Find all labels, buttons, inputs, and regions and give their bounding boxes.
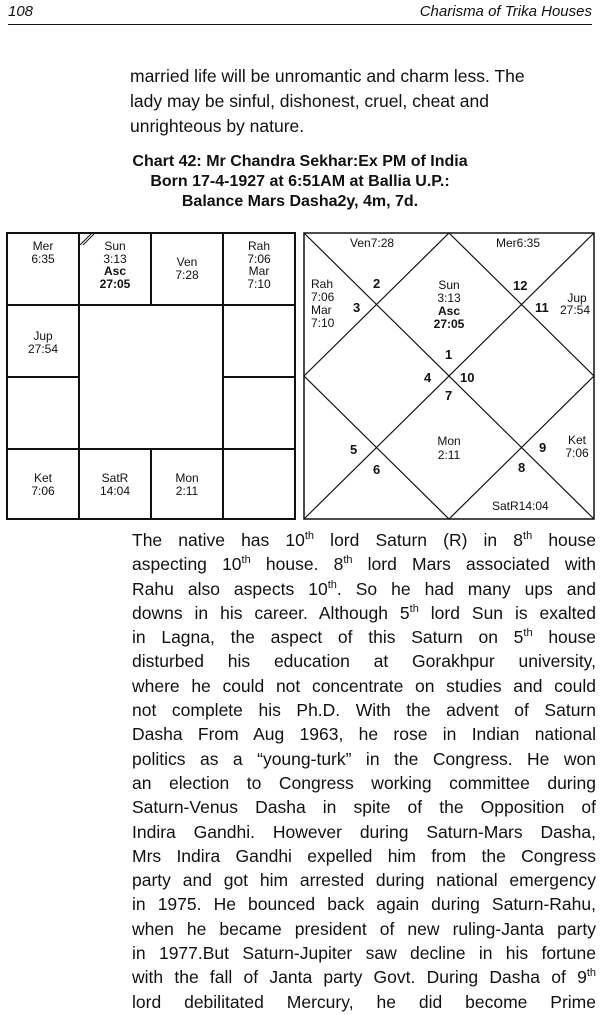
cell-empty — [223, 449, 295, 519]
cell-sun-asc: Sun 3:13 Asc 27:05 — [79, 233, 151, 305]
house-number: 4 — [424, 370, 432, 385]
body-paragraph — [132, 528, 596, 1014]
body-line: lord debilitated Mercury, he did become Prime — [132, 991, 596, 1012]
cell-empty — [223, 377, 295, 449]
cell-empty — [7, 377, 79, 449]
south-chart — [6, 232, 296, 520]
body-line: Rahu also aspects 10th. So he had many ups and — [132, 578, 596, 599]
cell-ven: Ven 7:28 — [151, 233, 223, 305]
nchart-mer-label: Mer6:35 — [496, 236, 541, 250]
cell-mer: Mer 6:35 — [7, 233, 79, 305]
cell-sat: SatR 14:04 — [79, 449, 151, 519]
body-line: not complete his Ph.D. With the advent of Saturn — [132, 700, 596, 721]
intro-line: married life will be unromantic and charm less. The — [130, 66, 525, 86]
cell-rah-mar: Rah 7:06 Mar 7:10 — [223, 233, 295, 305]
nchart-planet: 7:06 — [311, 290, 335, 304]
body-line: when he became president of new ruling-Janta party — [132, 918, 596, 939]
body-line: in 1977.But Saturn-Jupiter saw decline in his fortune — [132, 943, 596, 964]
body-line: with the fall of Janta party Govt. During Dasha of 9th — [132, 967, 596, 988]
north-chart-svg — [303, 232, 595, 520]
house-number: 1 — [445, 347, 453, 362]
running-title: Charisma of Trika Houses — [419, 3, 592, 20]
body-line: in Lagna, the aspect of this Saturn on 5th house — [132, 627, 596, 648]
house-number: 10 — [460, 370, 475, 385]
body-line: party and got him arrested during national emergency — [132, 870, 596, 891]
body-line: disturbed his education at Gorakhpur university, — [132, 651, 596, 672]
house-number: 12 — [513, 278, 528, 293]
house-number: 2 — [373, 276, 381, 291]
cell-empty — [223, 305, 295, 377]
nchart-planet: 7:06 — [565, 446, 589, 460]
nchart-planet: Sun — [438, 278, 460, 292]
nchart-planet: 2:11 — [437, 448, 461, 462]
body-line: politics as a “young-turk” in the Congress. He won — [132, 748, 596, 769]
nchart-planet: 27:05 — [433, 317, 465, 331]
cell-jup: Jup 27:54 — [7, 305, 79, 377]
body-line: where he could not concentrate on studies and could — [132, 675, 596, 696]
intro-line: lady may be sinful, dishonest, cruel, cheat and — [130, 91, 489, 111]
chart-title-line: Born 17-4-1927 at 6:51AM at Ballia U.P.: — [150, 173, 450, 190]
body-line: Indira Gandhi. However during Saturn-Mars Dasha, — [132, 821, 596, 842]
nchart-planet: Jup — [567, 291, 587, 305]
chart-title — [0, 152, 600, 212]
body-line: The native has 10th lord Saturn (R) in 8th house — [132, 530, 596, 550]
house-number: 9 — [539, 440, 547, 455]
nchart-planet: 27:54 — [559, 303, 591, 317]
nchart-planet: Rah — [311, 277, 334, 291]
nchart-planet: 3:13 — [437, 291, 461, 305]
nchart-planet: Asc — [437, 304, 461, 318]
house-number: 6 — [373, 462, 381, 477]
nchart-ven-label: Ven7:28 — [350, 236, 395, 250]
north-chart — [303, 232, 595, 525]
asc-marker-icon — [80, 234, 100, 246]
intro-line: unrighteous by nature. — [130, 116, 305, 136]
body-line: Mrs Indira Gandhi expelled him from the Congress — [132, 845, 596, 866]
nchart-planet: Mar — [311, 303, 332, 317]
nchart-sat-label: SatR14:04 — [492, 499, 549, 513]
body-line: Dasha From Aug 1963, he rose in Indian national — [132, 724, 596, 745]
page-header — [8, 2, 592, 25]
cell-ket: Ket 7:06 — [7, 449, 79, 519]
body-line: aspecting 10th house. 8th lord Mars associated with — [132, 554, 596, 575]
house-number: 8 — [518, 460, 526, 475]
house-number: 3 — [353, 300, 361, 315]
nchart-planet: 7:10 — [311, 316, 335, 330]
chart-title-line: Chart 42: Mr Chandra Sekhar:Ex PM of India — [132, 153, 468, 170]
house-number: 5 — [350, 442, 358, 457]
house-number: 7 — [445, 388, 453, 403]
body-line: an election to Congress working committee during — [132, 772, 596, 793]
cell-mon: Mon 2:11 — [151, 449, 223, 519]
body-line: downs in his career. Although 5th lord Sun is exalted — [132, 602, 596, 623]
nchart-planet: Ket — [567, 433, 587, 447]
body-line: in 1975. He bounced back again during Saturn-Rahu, — [132, 894, 596, 915]
nchart-planet: Mon — [437, 434, 461, 448]
chart-center — [79, 305, 223, 449]
page-number: 108 — [8, 3, 34, 20]
chart-title-line: Balance Mars Dasha2y, 4m, 7d. — [181, 193, 419, 210]
body-line: Saturn-Venus Dasha in spite of the Opposition of — [132, 797, 596, 818]
house-number: 11 — [535, 300, 549, 315]
intro-paragraph — [130, 64, 596, 139]
